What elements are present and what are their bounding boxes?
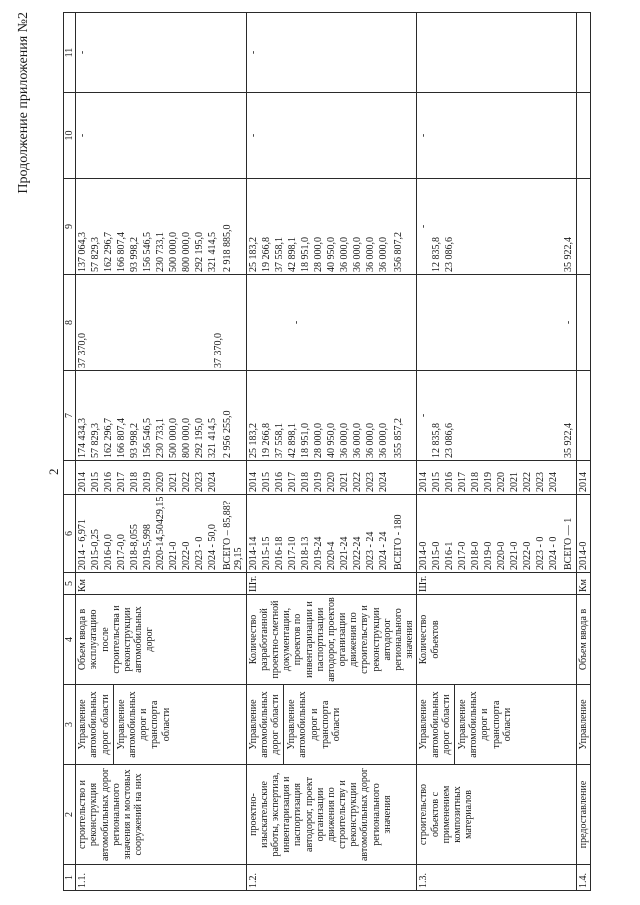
amount: 25 183,2: [247, 423, 259, 458]
executor-b: Управление автомобильных дорог и транспорта области: [456, 691, 513, 758]
year: 2015: [90, 472, 102, 492]
target-value: 2020-14,50429,15: [155, 497, 167, 570]
table-row: [246, 13, 417, 891]
col11-value: -: [76, 13, 246, 93]
year: 2021: [168, 472, 180, 492]
amount: -: [290, 320, 302, 325]
amount: 93 998,2: [129, 237, 141, 272]
year: 2017: [116, 472, 128, 492]
amount-total: 35 922,4: [563, 423, 575, 458]
year: 2017: [286, 472, 298, 492]
target-value: 2014-0: [576, 495, 590, 573]
amount: 19 266,8: [260, 423, 272, 458]
col-header: 11: [64, 13, 76, 93]
year: 2016: [273, 472, 285, 492]
amount: 36 000,0: [351, 237, 363, 272]
table-row: [576, 13, 590, 891]
year: 2024: [377, 472, 389, 492]
column-numbers-row: [64, 13, 76, 891]
col-header: 10: [64, 93, 76, 179]
amount: 18 951,0: [299, 237, 311, 272]
unit: Шт.: [246, 573, 417, 595]
col-header: 2: [64, 765, 76, 865]
activity-name: проектно-изыскательские работы, экспертиза, инвентаризация и паспортизация автодорог, проект организации движения по строительству и реконструкции автомобильных дорог регионального значения: [246, 765, 417, 865]
amount: 40 950,0: [325, 423, 337, 458]
regional-funding: [246, 179, 417, 275]
table-row: [417, 13, 576, 891]
year: 2014: [247, 472, 259, 492]
target-value: 2014-0: [418, 541, 430, 570]
col-header: 9: [64, 179, 76, 275]
amount: -: [418, 224, 430, 229]
target-value: 2021-24: [338, 536, 350, 570]
amount: 137 064,3: [77, 232, 89, 272]
regional-funding: [76, 179, 246, 275]
col11-value: [417, 13, 576, 93]
executor-b: Управление автомобильных дорог и транспорта области: [286, 691, 342, 758]
funding-total: [76, 371, 246, 461]
activity-name: предоставление: [576, 765, 590, 865]
amount: 174 434,3: [77, 418, 89, 458]
amount: 28 000,0: [312, 237, 324, 272]
target-total: ВСЕГО — 1: [563, 517, 575, 570]
amount: 12 835,8: [431, 423, 443, 458]
year: 2023: [194, 472, 206, 492]
year: 2020: [496, 472, 508, 492]
target-value: 2014 - 6,971: [77, 519, 89, 570]
target-total: ВСЕГО – 85,88?29,15: [222, 500, 245, 570]
amount: 321 414,5: [207, 418, 219, 458]
target-value: 2022-0: [522, 541, 534, 570]
amount: 230 733,1: [155, 418, 167, 458]
year: 2014: [576, 461, 590, 495]
indicator: Количество разработанной проектно-сметной документации, проектов по инвентаризации и паспортизации автодорог, проектов организации движения по строительству и реконструкции автодорог регионального значения: [246, 595, 417, 685]
page-number: 2: [46, 468, 61, 475]
amount: 42 898,1: [286, 237, 298, 272]
target-value: 2024 - 0: [548, 536, 560, 570]
amount: 28 000,0: [312, 423, 324, 458]
target-value: 2016-18: [273, 536, 285, 570]
target-value: 2016-1: [444, 541, 456, 570]
year: 2022: [522, 472, 534, 492]
year: 2018: [470, 472, 482, 492]
executor-cell: [76, 685, 246, 765]
amount: 25 183,2: [247, 237, 259, 272]
target-value: 2015-0: [431, 541, 443, 570]
indicator: Объем ввода в эксплуатацию после строительства и реконструкции автомобильных дорог: [76, 595, 246, 685]
year: 2020: [325, 472, 337, 492]
year: 2016: [444, 472, 456, 492]
year: 2022: [351, 472, 363, 492]
col-header: 5: [64, 573, 76, 595]
amount: 500 000,0: [168, 418, 180, 458]
executor-cell: [246, 685, 417, 765]
amount: 292 195,0: [194, 232, 206, 272]
col-header: [64, 461, 76, 495]
amount: 230 733,1: [155, 232, 167, 272]
year: 2018: [129, 472, 141, 492]
amount: 800 000,0: [181, 232, 193, 272]
target-value: 2023 - 24: [364, 531, 376, 570]
amount: 37 370,0: [77, 333, 89, 368]
year: 2024: [548, 472, 560, 492]
unit: Шт.: [417, 573, 576, 595]
year: 2024: [207, 472, 219, 492]
executor-b: Управление автомобильных дорог и транспорта области: [115, 691, 172, 758]
target-value: 2022-0: [181, 541, 193, 570]
target-value: 2014-14: [247, 536, 259, 570]
amount: 156 546,5: [142, 232, 154, 272]
target-value: 2021-0: [509, 541, 521, 570]
amount: 166 807,4: [116, 418, 128, 458]
year: 2018: [299, 472, 311, 492]
funding-total: [417, 371, 576, 461]
amount: 19 266,8: [260, 237, 272, 272]
amount: 166 807,4: [116, 232, 128, 272]
indicator: Количество объектов: [417, 595, 576, 685]
target-value: 2022-24: [351, 536, 363, 570]
unit: Км: [576, 573, 590, 595]
table-row: [76, 13, 246, 891]
amount-total: 37 370,0: [213, 333, 225, 368]
amount: 162 296,7: [103, 232, 115, 272]
col-header: 1: [64, 865, 76, 891]
amount: 12 835,8: [431, 237, 443, 272]
col-header: 7: [64, 371, 76, 461]
target-value: 2019-0: [483, 541, 495, 570]
year: 2015: [260, 472, 272, 492]
col11-value: -: [246, 13, 417, 93]
target-value: 2024 - 24: [377, 531, 389, 570]
federal-funding: [417, 275, 576, 371]
col-header: 3: [64, 685, 76, 765]
amount: 162 296,7: [103, 418, 115, 458]
target-value: 2015-15: [260, 536, 272, 570]
activity-name: строительство и реконструкция автомобильных дорог регионального значения и мостовых сооружений на них: [76, 765, 246, 865]
target-value: 2023 - 0: [535, 536, 547, 570]
amount-total: 355 857,2: [392, 418, 404, 458]
amount: 321 414,5: [207, 232, 219, 272]
year: 2020: [155, 472, 167, 492]
year: 2017: [457, 472, 469, 492]
amount: 500 000,0: [168, 232, 180, 272]
amount-total: -: [563, 320, 575, 325]
year: 2014: [418, 472, 430, 492]
amount-total: 356 807,2: [392, 232, 404, 272]
col-header: 8: [64, 275, 76, 371]
amount: 23 086,6: [444, 423, 456, 458]
target-value: 2020-0: [496, 541, 508, 570]
amount: 292 195,0: [194, 418, 206, 458]
year: 2014: [77, 472, 89, 492]
target-value: 2024 - 50,0: [207, 524, 219, 570]
amount: 42 898,1: [286, 423, 298, 458]
year: 2016: [103, 472, 115, 492]
amount: 36 000,0: [377, 237, 389, 272]
target-value: 2017-0: [457, 541, 469, 570]
target-values: [417, 495, 576, 573]
amount-total: 2 956 255,0: [222, 410, 234, 458]
col10-value: -: [246, 93, 417, 179]
executor-a: Управление автомобильных дорог области: [418, 691, 452, 758]
target-value: 2019-24: [312, 536, 324, 570]
indicator: Объем ввода в: [576, 595, 590, 685]
target-value: 2018-0: [470, 541, 482, 570]
continuation-heading: Продолжение приложения №2: [16, 12, 31, 194]
target-value: 2018-13: [299, 536, 311, 570]
year: 2022: [181, 472, 193, 492]
amount: 23 086,6: [444, 237, 456, 272]
row-number: 1.4.: [576, 865, 590, 891]
year: 2019: [483, 472, 495, 492]
amount: 40 950,0: [325, 237, 337, 272]
amount: 800 000,0: [181, 418, 193, 458]
year: 2023: [364, 472, 376, 492]
year-column: [246, 461, 417, 495]
amount: 93 998,2: [129, 423, 141, 458]
target-value: 2023 - 0: [194, 536, 206, 570]
target-total: ВСЕГО - 180: [392, 514, 404, 570]
amount: 18 951,0: [299, 423, 311, 458]
year: 2023: [535, 472, 547, 492]
unit: Км: [76, 573, 246, 595]
program-table: [63, 12, 591, 891]
year: 2019: [312, 472, 324, 492]
executor-a: Управление автомобильных дорог области: [77, 691, 111, 758]
activity-name: строительство объектов с применением композитных материалов: [417, 765, 576, 865]
federal-funding: [246, 275, 417, 371]
amount: 36 000,0: [351, 423, 363, 458]
target-value: 2018-8,055: [129, 524, 141, 570]
regional-funding: [417, 179, 576, 275]
row-number: 1.1.: [76, 865, 246, 891]
target-value: 2015-0,25: [90, 529, 102, 570]
year-column: [76, 461, 246, 495]
executor-a: Управление: [576, 685, 590, 765]
amount: 36 000,0: [364, 423, 376, 458]
col10-value: -: [76, 93, 246, 179]
amount: 36 000,0: [338, 237, 350, 272]
row-number: 1.3.: [417, 865, 576, 891]
year: 2015: [431, 472, 443, 492]
amount: 156 546,5: [142, 418, 154, 458]
year: 2019: [142, 472, 154, 492]
amount: 36 000,0: [338, 423, 350, 458]
target-values: [246, 495, 417, 573]
amount: 57 829,3: [90, 237, 102, 272]
row-number: 1.2.: [246, 865, 417, 891]
col10-value: -: [417, 93, 576, 179]
col-header: 4: [64, 595, 76, 685]
year: 2021: [509, 472, 521, 492]
amount-total: 2 918 885,0: [222, 224, 234, 272]
federal-funding: [76, 275, 246, 371]
target-value: 2017-0,0: [116, 534, 128, 570]
amount: 57 829,3: [90, 423, 102, 458]
amount: 37 558,1: [273, 423, 285, 458]
executor-a: Управление автомобильных дорог области: [247, 691, 281, 758]
executor-cell: [417, 685, 576, 765]
target-value: 2021-0: [168, 541, 180, 570]
target-values: [76, 495, 246, 573]
target-value: 2019-5,998: [142, 524, 154, 570]
amount: -: [418, 413, 430, 418]
amount: 36 000,0: [364, 237, 376, 272]
amount: 36 000,0: [377, 423, 389, 458]
amount-total: 35 922,4: [563, 237, 575, 272]
col-header: 6: [64, 495, 76, 573]
target-value: 2016-0,0: [103, 534, 115, 570]
target-value: 2020-4: [325, 541, 337, 570]
year-column: [417, 461, 576, 495]
amount: 37 558,1: [273, 237, 285, 272]
funding-total: [246, 371, 417, 461]
target-value: 2017-10: [286, 536, 298, 570]
year: 2021: [338, 472, 350, 492]
